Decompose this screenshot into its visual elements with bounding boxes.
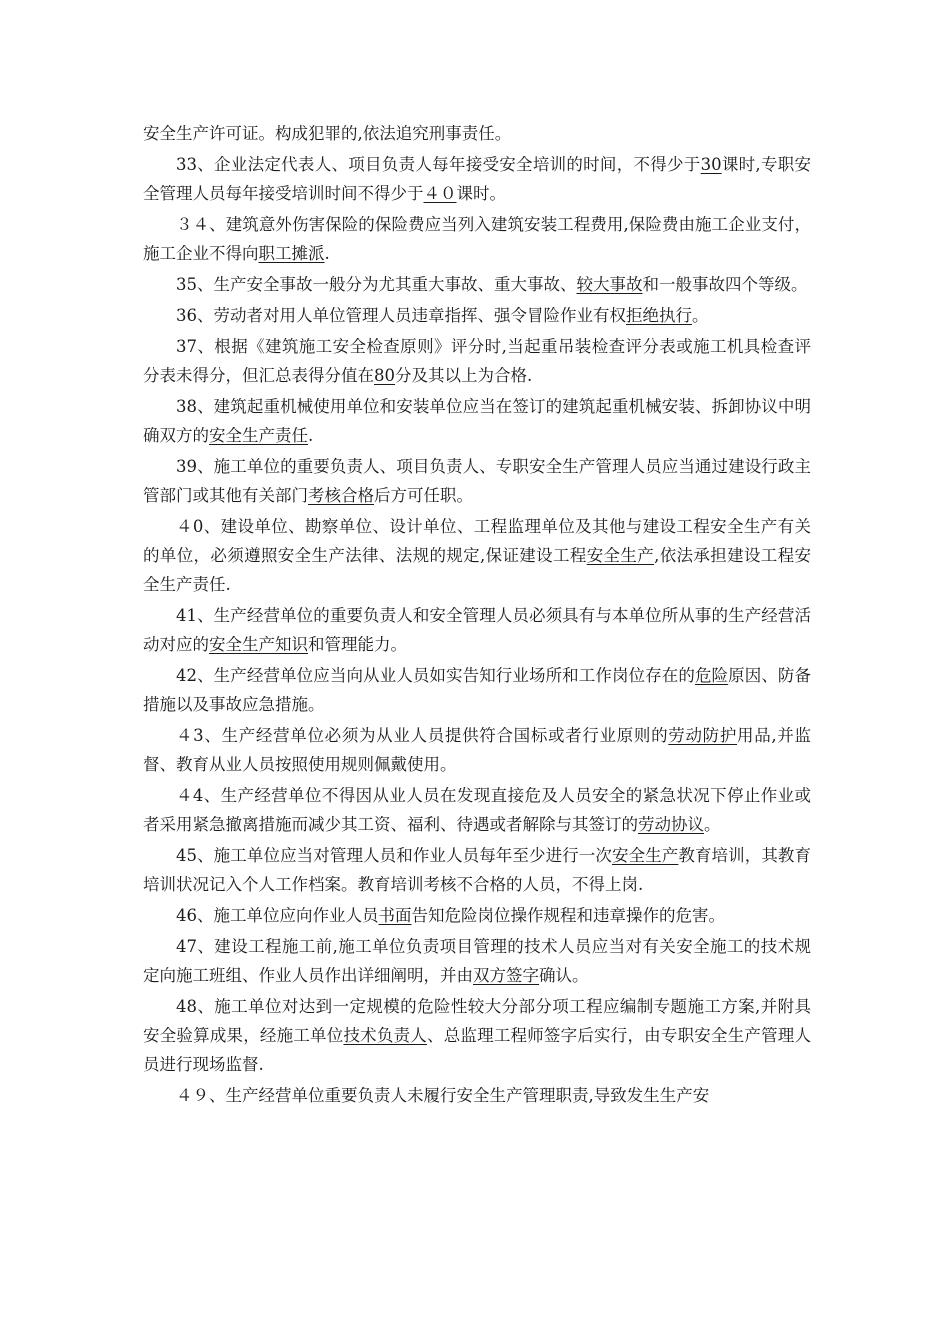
underlined-answer: 职工摊派 [258, 244, 325, 263]
paragraph-text: ４3、生产经营单位必须为从业人员提供符合国标或者行业原则的 [176, 726, 669, 745]
paragraph-p45 [143, 841, 811, 899]
paragraph-p36 [143, 301, 811, 330]
paragraph-text: 用品,并监督、教育从业人员按照使用规则佩戴使用。 [143, 726, 812, 774]
paragraph-text: 课时。 [456, 184, 506, 203]
paragraph-p41 [143, 601, 811, 659]
underlined-answer: 安全生产 [586, 546, 655, 565]
underlined-answer: 书面 [378, 906, 412, 925]
paragraph-text: 41、生产经营单位的重要负责人和安全管理人员必须具有与本单位所从事的生产经营活动对应的 [143, 606, 811, 654]
paragraph-text: 37、根据《建筑施工安全检查原则》评分时,当起重吊装检查评分表或施工机具检查评分表未得分，但汇总表得分值在 [143, 337, 811, 385]
underlined-answer: 双方签字 [473, 966, 539, 985]
paragraph-text: 35、生产安全事故一般分为尤其重大事故、重大事故、 [176, 275, 577, 294]
underlined-answer: 安全生产责任 [209, 426, 308, 445]
paragraph-p40 [143, 512, 811, 599]
paragraph-p46 [143, 901, 811, 930]
underlined-answer: 危险 [694, 666, 729, 685]
paragraph-text: 教育培训，其教育培训状况记入个人工作档案。教育培训考核不合格的人员，不得上岗. [143, 846, 812, 894]
paragraph-text: 安全生产许可证。构成犯罪的,依法追究刑事责任。 [143, 124, 512, 143]
underlined-answer: 劳动协议 [638, 815, 704, 834]
paragraph-text: 46、施工单位应向作业人员 [176, 906, 379, 925]
underlined-answer: 较大事故 [576, 275, 643, 294]
paragraph-text: 48、施工单位对达到一定规模的危险性较大分部分项工程应编制专题施工方案,并附具安全验算成果，经施工单位 [143, 997, 811, 1045]
paragraph-text: 课时,专职安全管理人员每年接受培训时间不得少于 [143, 155, 812, 203]
paragraph-text: . [308, 426, 314, 445]
paragraph-text: 和管理能力。 [308, 635, 407, 654]
paragraph-p48 [143, 992, 811, 1079]
paragraph-text: 确认。 [539, 966, 589, 985]
underlined-answer: ４０ [423, 184, 457, 203]
paragraph-p47 [143, 932, 811, 990]
underlined-answer: 技术负责人 [343, 1026, 427, 1045]
paragraph-p42 [143, 661, 811, 719]
paragraph-text: ,依法承担建设工程安全生产责任. [143, 546, 812, 594]
paragraph-p39 [143, 452, 811, 510]
paragraph-p35 [143, 270, 811, 299]
underlined-answer: 安全生产 [611, 846, 679, 865]
paragraph-text: 告知危险岗位操作规程和违章操作的危害。 [411, 906, 725, 925]
paragraph-p37 [143, 332, 811, 390]
underlined-answer: 拒绝执行 [626, 306, 692, 325]
paragraph-text: 45、施工单位应当对管理人员和作业人员每年至少进行一次 [176, 846, 612, 865]
paragraph-text: 和一般事故四个等级。 [642, 275, 808, 294]
paragraph-text: 后方可任职。 [374, 486, 473, 505]
paragraph-text: 42、生产经营单位应当向从业人员如实告知行业场所和工作岗位存在的 [176, 666, 695, 685]
paragraph-text: 47、建设工程施工前,施工单位负责项目管理的技术人员应当对有关安全施工的技术规定向施工班组、作业人员作出详细阐明，并由 [143, 937, 811, 985]
paragraph-text: ４９、生产经营单位重要负责人未履行安全生产管理职责,导致发生生产安 [176, 1086, 710, 1105]
paragraph-text: 36、劳动者对用人单位管理人员违章指挥、强令冒险作业有权 [176, 306, 626, 325]
paragraph-text: 原因、防备措施以及事故应急措施。 [143, 666, 812, 714]
paragraph-p49 [143, 1081, 811, 1110]
paragraph-text: ４4、生产经营单位不得因从业人员在发现直接危及人员安全的紧急状况下停止作业或者采用紧急撤离措施而减少其工资、福利、待遇或者解除与其签订的 [143, 786, 811, 834]
paragraph-p32-tail [143, 119, 811, 148]
paragraph-p34 [143, 210, 811, 268]
paragraph-p43 [143, 721, 811, 779]
document-body [143, 119, 811, 1112]
paragraph-text: 39、施工单位的重要负责人、项目负责人、专职安全生产管理人员应当通过建设行政主管部门或其他有关部门 [143, 457, 811, 505]
paragraph-p38 [143, 392, 811, 450]
underlined-answer: 劳动防护 [668, 726, 738, 745]
paragraph-text: 、总监理工程师签字后实行，由专职安全生产管理人员进行现场监督. [143, 1026, 812, 1074]
underlined-answer: 80 [374, 366, 395, 385]
underlined-answer: 考核合格 [308, 486, 374, 505]
paragraph-text: ４0、建设单位、勘察单位、设计单位、工程监理单位及其他与建设工程安全生产有关的单位，必须遵照安全生产法律、法规的规定,保证建设工程 [143, 517, 811, 565]
paragraph-text: 分及其以上为合格. [395, 366, 533, 385]
underlined-answer: 30 [700, 155, 722, 174]
paragraph-text: . [324, 244, 330, 263]
paragraph-text: 33、企业法定代表人、项目负责人每年接受安全培训的时间，不得少于 [176, 155, 701, 174]
paragraph-p33 [143, 150, 811, 208]
underlined-answer: 安全生产知识 [209, 635, 308, 654]
paragraph-text: 38、建筑起重机械使用单位和安装单位应当在签订的建筑起重机械安装、拆卸协议中明确双方的 [143, 397, 811, 445]
paragraph-text: 。 [704, 815, 721, 834]
paragraph-text: 。 [692, 306, 709, 325]
paragraph-text: ３４、建筑意外伤害保险的保险费应当列入建筑安装工程费用,保险费由施工企业支付，施工企业不得向 [143, 215, 811, 263]
paragraph-p44 [143, 781, 811, 839]
